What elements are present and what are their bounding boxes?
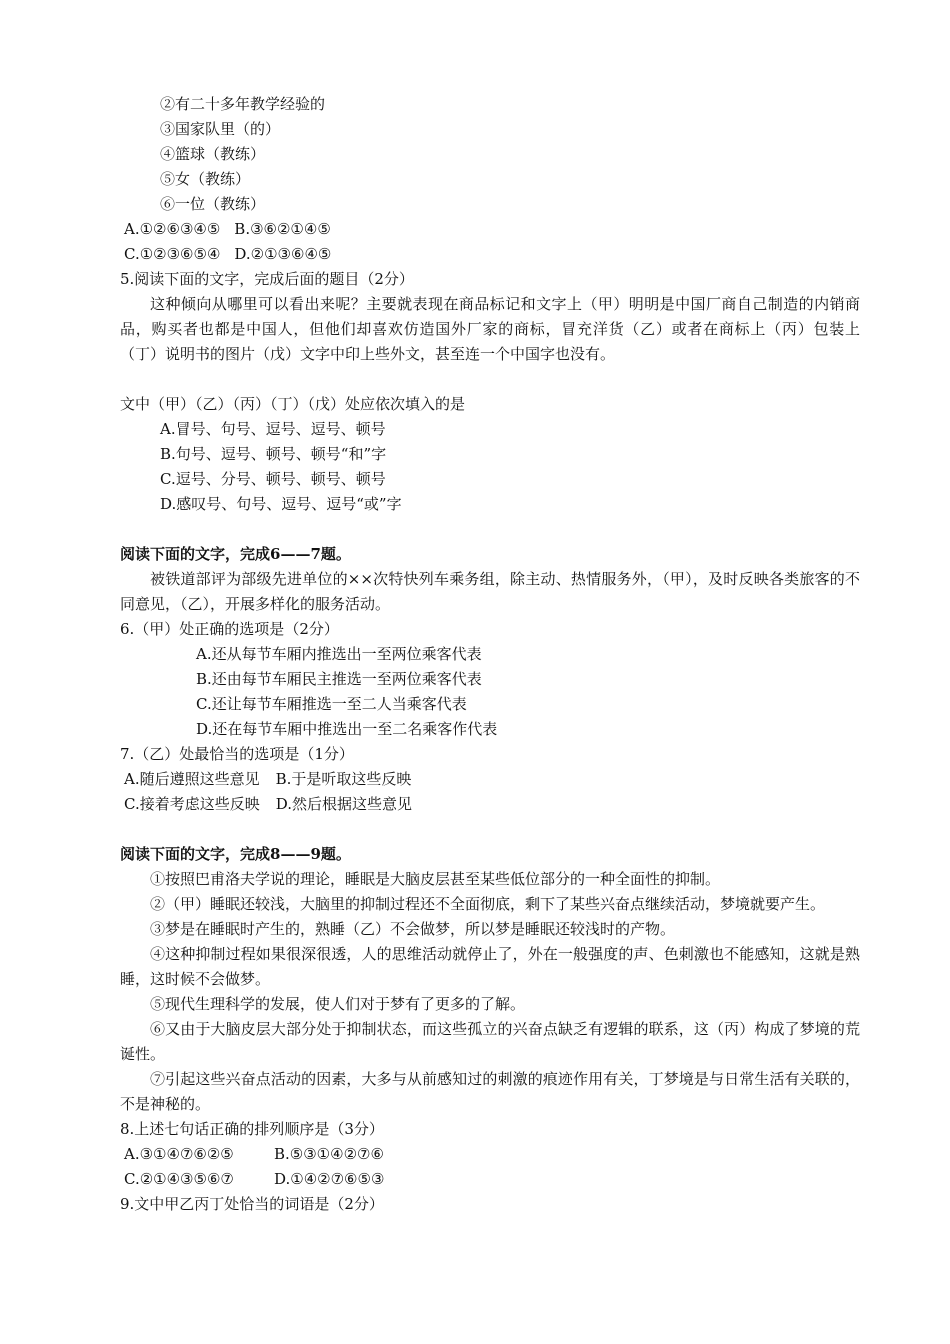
q4-option-a: A.①②⑥③④⑤: [124, 220, 221, 238]
q6-options: [120, 642, 860, 742]
q8-option-row: [120, 1167, 860, 1192]
q7-option-c: C.接着考虑这些反映: [124, 795, 260, 813]
sentence-4: ④这种抑制过程如果很深很透，人的思维活动就停止了，外在一般强度的声、色刺激也不能感知，这就是熟睡，这时候不会做梦。: [120, 945, 860, 988]
q4-item: ⑥一位（教练）: [160, 195, 266, 213]
sentence-6: ⑥又由于大脑皮层大部分处于抑制状态，而这些孤立的兴奋点缺乏有逻辑的联系，这（丙）构成了梦境的荒诞性。: [120, 1020, 860, 1063]
q4-item: ④篮球（教练）: [160, 145, 266, 163]
q4-option-d: D.②①③⑥④⑤: [234, 245, 332, 263]
exam-page: [120, 92, 860, 1217]
q5-option-b: B.句号、逗号、顿号、顿号“和”字: [160, 445, 387, 463]
q4-option-b: B.③⑥②①④⑤: [234, 220, 331, 238]
q5-option-d: D.感叹号、句号、逗号、逗号“或”字: [160, 495, 402, 513]
q4-item: ②有二十多年教学经验的: [160, 95, 326, 113]
sentence-3: ③梦是在睡眠时产生的，熟睡（乙）不会做梦，所以梦是睡眠还较浅时的产物。: [150, 920, 676, 938]
section-8-9-header: 阅读下面的文字，完成8——9题。: [120, 845, 351, 863]
q7-option-row: [120, 767, 860, 792]
q7-options: [120, 767, 860, 817]
q4-item-list: [120, 92, 860, 217]
q5-question: 文中（甲）（乙）（丙）（丁）（戊）处应依次填入的是: [120, 395, 466, 413]
q6-option-a: A.还从每节车厢内推选出一至两位乘客代表: [196, 645, 482, 663]
q4-option-c: C.①②③⑥⑤④: [124, 245, 221, 263]
q4-item: ⑤女（教练）: [160, 170, 251, 188]
q6-option-c: C.还让每节车厢推选一至二人当乘客代表: [196, 695, 467, 713]
q6-option-b: B.还由每节车厢民主推选一至两位乘客代表: [196, 670, 482, 688]
q5-header: 5.阅读下面的文字，完成后面的题目（2分）: [120, 270, 414, 288]
q5-options: [120, 417, 860, 517]
q5-option-c: C.逗号、分号、顿号、顿号、顿号: [160, 470, 386, 488]
q8-option-d: D.①④②⑦⑥⑤③: [274, 1170, 385, 1188]
q8-options: [120, 1142, 860, 1192]
q7-option-row: [120, 792, 860, 817]
section-6-7-header: 阅读下面的文字，完成6——7题。: [120, 545, 351, 563]
q7-question: 7.（乙）处最恰当的选项是（1分）: [120, 745, 354, 763]
q4-options: [120, 217, 860, 267]
q4-item: ③国家队里（的）: [160, 120, 281, 138]
q8-option-row: [120, 1142, 860, 1167]
q7-option-d: D.然后根据这些意见: [275, 795, 412, 813]
section-6-7-passage: 被铁道部评为部级先进单位的××次特快列车乘务组，除主动、热情服务外，（甲），及时反映各类旅客的不同意见，（乙），开展多样化的服务活动。: [120, 570, 860, 613]
q8-option-a: A.③①④⑦⑥②⑤: [124, 1145, 234, 1163]
q4-option-row: [120, 217, 860, 242]
q5-passage: 这种倾向从哪里可以看出来呢？主要就表现在商品标记和文字上（甲）明明是中国厂商自己制造的内销商品，购买者也都是中国人，但他们却喜欢仿造国外厂家的商标，冒充洋货（乙）或者在商标上（丙）包装上（丁）说明书的图片（戊）文字中印上些外文，甚至连一个中国字也没有。: [120, 295, 860, 363]
q8-question: 8.上述七句话正确的排列顺序是（3分）: [120, 1120, 384, 1138]
q7-option-b: B.于是听取这些反映: [275, 770, 412, 788]
q6-question: 6.（甲）处正确的选项是（2分）: [120, 620, 339, 638]
q6-option-d: D.还在每节车厢中推选出一至二名乘客作代表: [196, 720, 498, 738]
sentence-7: ⑦引起这些兴奋点活动的因素，大多与从前感知过的刺激的痕迹作用有关，丁梦境是与日常生活有关联的，不是神秘的。: [120, 1070, 860, 1113]
q7-option-a: A.随后遵照这些意见: [124, 770, 260, 788]
q5-option-a: A.冒号、句号、逗号、逗号、顿号: [160, 420, 386, 438]
q9-question: 9.文中甲乙丙丁处恰当的词语是（2分）: [120, 1195, 384, 1213]
q4-option-row: [120, 242, 860, 267]
sentence-2: ②（甲）睡眠还较浅，大脑里的抑制过程还不全面彻底，剩下了某些兴奋点继续活动，梦境就要产生。: [150, 895, 826, 913]
sentence-5: ⑤现代生理科学的发展，使人们对于梦有了更多的了解。: [150, 995, 526, 1013]
q8-option-b: B.⑤③①④②⑦⑥: [274, 1145, 384, 1163]
section-8-9-sentences: [120, 867, 860, 1117]
sentence-1: ①按照巴甫洛夫学说的理论，睡眠是大脑皮层甚至某些低位部分的一种全面性的抑制。: [150, 870, 721, 888]
q8-option-c: C.②①④③⑤⑥⑦: [124, 1170, 234, 1188]
